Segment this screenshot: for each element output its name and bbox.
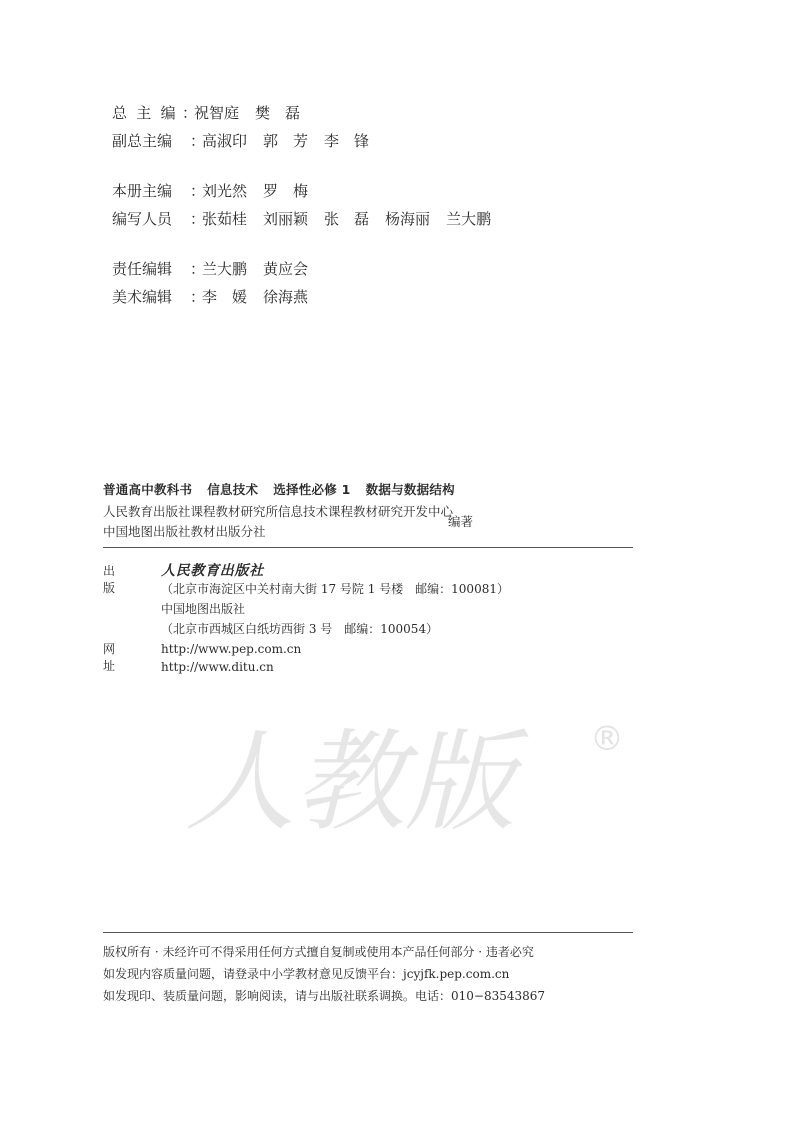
- responsible-editor-names: [202, 258, 324, 279]
- title-module: 选择性必修 1: [273, 482, 351, 497]
- art-editor-label: 美术编辑: [112, 288, 173, 306]
- author-line: 中国地图出版社教材出版分社: [103, 524, 266, 539]
- divider-top: [103, 547, 633, 548]
- name: 李 锋: [324, 132, 370, 150]
- name: 刘光然: [202, 182, 248, 200]
- watermark-text: 人教版: [185, 718, 515, 846]
- title-subject: 信息技术: [207, 482, 259, 497]
- registered-mark: ®: [590, 719, 624, 759]
- name: 郭 芳: [263, 132, 309, 150]
- divider-bottom: [103, 932, 633, 933]
- sinomap-address: （北京市西城区白纸坊西街 3 号 邮编：100054）: [161, 622, 439, 636]
- author-line: 人民教育出版社课程教材研究所信息技术课程教材研究开发中心: [103, 504, 454, 519]
- authors: [103, 502, 643, 542]
- name: 杨海丽: [385, 210, 431, 228]
- volume-editor-label: 本册主编: [112, 182, 173, 200]
- deputy-chief-editor-row: 副总主编 ： 高淑印 郭 芳 李 锋: [112, 130, 507, 158]
- publish-label: 出版: [103, 564, 136, 595]
- name: 刘丽颖: [263, 210, 309, 228]
- website-link-pep[interactable]: http://www.pep.com.cn: [161, 642, 302, 656]
- name: 高淑印: [202, 132, 248, 150]
- sinomap-name: 中国地图出版社: [161, 602, 246, 616]
- name: 祝智庭: [194, 104, 240, 122]
- footer: [103, 943, 545, 1009]
- print-issue-notice: 如发现印、装质量问题，影响阅读，请与出版社联系调换。电话：010−83543867: [103, 989, 546, 1003]
- watermark-logo: [165, 700, 635, 850]
- publisher-block: [103, 560, 509, 680]
- credits-block: [112, 102, 507, 314]
- title-volume: 数据与数据结构: [365, 482, 455, 497]
- responsible-editor-label: 责任编辑: [112, 260, 173, 278]
- website-label: 网址: [103, 642, 136, 673]
- name: 徐海燕: [263, 288, 309, 306]
- deputy-chief-editor-names: [202, 130, 385, 151]
- deputy-chief-editor-label: 副总主编: [112, 132, 173, 150]
- pep-logo: 人民教育出版社: [161, 563, 264, 579]
- name: 樊 磊: [255, 104, 301, 122]
- writers-names: [202, 208, 507, 229]
- name: 张 磊: [324, 210, 370, 228]
- copyright-notice: 版权所有 · 未经许可不得采用任何方式擅自复制或使用本产品任何部分 · 违者必究: [103, 945, 534, 959]
- chief-editor-row: 总主编 ： 祝智庭 樊 磊: [112, 102, 507, 130]
- book-title: [103, 480, 643, 502]
- author-role: 编著: [448, 514, 474, 529]
- name: 罗 梅: [263, 182, 309, 200]
- website-link-ditu[interactable]: http://www.ditu.cn: [161, 660, 274, 674]
- writers-row: 编写人员 ： 张茹桂 刘丽颖 张 磊 杨海丽 兰大鹏: [112, 208, 507, 236]
- title-series: 普通高中教科书: [103, 482, 193, 497]
- name: 兰大鹏: [446, 210, 492, 228]
- responsible-editor-row: 责任编辑 ： 兰大鹏 黄应会: [112, 258, 507, 286]
- name: 黄应会: [263, 260, 309, 278]
- book-info: [103, 480, 643, 542]
- art-editor-row: 美术编辑 ： 李 媛 徐海燕: [112, 286, 507, 314]
- feedback-notice: 如发现内容质量问题，请登录中小学教材意见反馈平台：jcyjfk.pep.com.cn: [103, 967, 510, 981]
- volume-editor-names: [202, 180, 324, 201]
- name: 兰大鹏: [202, 260, 248, 278]
- chief-editor-label: 总主编: [112, 104, 185, 122]
- volume-editor-row: 本册主编 ： 刘光然 罗 梅: [112, 180, 507, 208]
- chief-editor-names: [194, 102, 316, 123]
- pep-address: （北京市海淀区中关村南大街 17 号院 1 号楼 邮编：100081）: [161, 582, 509, 596]
- writers-label: 编写人员: [112, 210, 173, 228]
- name: 张茹桂: [202, 210, 248, 228]
- name: 李 媛: [202, 288, 248, 306]
- art-editor-names: [202, 286, 324, 307]
